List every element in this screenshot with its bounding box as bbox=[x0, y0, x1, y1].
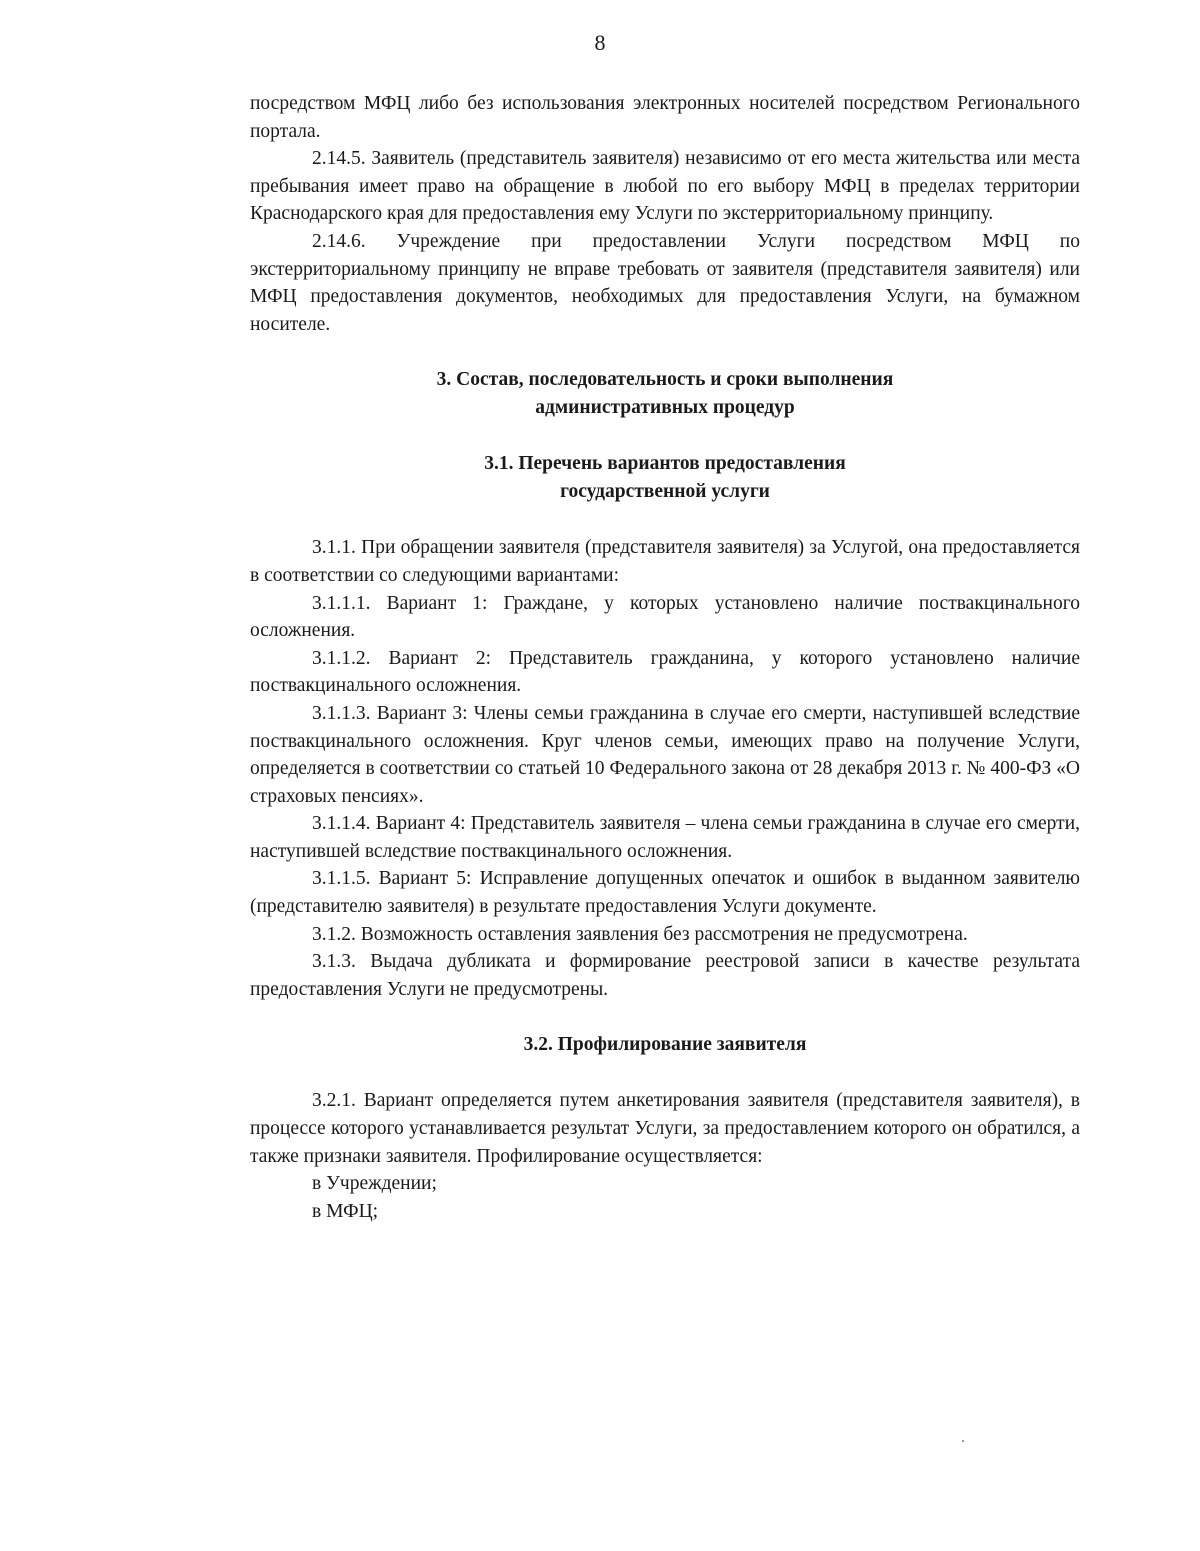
paragraph-3-1-1-1: 3.1.1.1. Вариант 1: Граждане, у которых установлено наличие поствакцинального осложнения. bbox=[250, 592, 1080, 642]
paragraph-3-1-1-3: 3.1.1.3. Вариант 3: Члены семьи гражданина в случае его смерти, наступившей вследствие поствакцинального осложнения. Круг членов семьи, имеющих право на получение Услуги, определяется в соответствии со статьей 10 Федерального закона от 28 декабря 2013 г. № 400-ФЗ «О страховых пенсиях». bbox=[250, 702, 1080, 807]
section-3-heading bbox=[250, 366, 1080, 422]
paragraph-3-1-3: 3.1.3. Выдача дубликата и формирование реестровой записи в качестве результата предоставления Услуги не предусмотрены. bbox=[250, 951, 1080, 1000]
document-body bbox=[250, 90, 1080, 1225]
paragraph-3-1-1: 3.1.1. При обращении заявителя (представителя заявителя) за Услугой, она предоставляется в соответствии со следующими вариантами: bbox=[250, 537, 1080, 586]
paragraph: посредством МФЦ либо без использования электронных носителей посредством Регионального портала. bbox=[250, 93, 1080, 142]
paragraph-3-1-1-5: 3.1.1.5. Вариант 5: Исправление допущенных опечаток и ошибок в выданном заявителю (представителю заявителя) в результате предоставления Услуги документе. bbox=[250, 868, 1080, 918]
paragraph-2-14-5: 2.14.5. Заявитель (представитель заявителя) независимо от его места жительства или места пребывания имеет право на обращение в любой по его выбору МФЦ в пределах территории Краснодарского края для предоставления ему Услуги по экстерриториальному принципу. bbox=[250, 148, 1080, 225]
paragraph-2-14-6: 2.14.6. Учреждение при предоставлении Услуги посредством МФЦ по экстерриториальному принципу не вправе требовать от заявителя (представителя заявителя) или МФЦ предоставления документов, необходимых для предоставления Услуги, на бумажном носителе. bbox=[250, 230, 1080, 335]
section-3-1-heading-line2: государственной услуги bbox=[560, 481, 770, 503]
section-3-2-heading bbox=[250, 1031, 1080, 1059]
scan-speck bbox=[962, 1440, 964, 1442]
section-3-heading-line2: административных процедур bbox=[535, 397, 795, 419]
section-3-2-heading-text: 3.2. Профилирование заявителя bbox=[523, 1034, 807, 1056]
list-item-institution: в Учреждении; bbox=[312, 1173, 437, 1195]
paragraph-3-1-1-4: 3.1.1.4. Вариант 4: Представитель заявителя – члена семьи гражданина в случае его смерти, наступившей вследствие поствакцинального осложнения. bbox=[250, 813, 1080, 862]
section-3-1-heading-line1: 3.1. Перечень вариантов предоставления bbox=[484, 453, 846, 475]
paragraph-3-1-2: 3.1.2. Возможность оставления заявления без рассмотрения не предусмотрена. bbox=[312, 923, 968, 945]
paragraph-3-1-1-2: 3.1.1.2. Вариант 2: Представитель гражданина, у которого установлено наличие поствакцинального осложнения. bbox=[250, 647, 1080, 697]
section-3-heading-line1: 3. Состав, последовательность и сроки выполнения bbox=[436, 369, 894, 391]
list-item-mfc: в МФЦ; bbox=[312, 1200, 379, 1222]
paragraph-3-2-1: 3.2.1. Вариант определяется путем анкетирования заявителя (представителя заявителя), в процессе которого устанавливается результат Услуги, за предоставлением которого он обратился, а также признаки заявителя. Профилирование осуществляется: bbox=[250, 1090, 1080, 1167]
section-3-1-heading bbox=[250, 450, 1080, 506]
page-number: 8 bbox=[594, 30, 606, 55]
